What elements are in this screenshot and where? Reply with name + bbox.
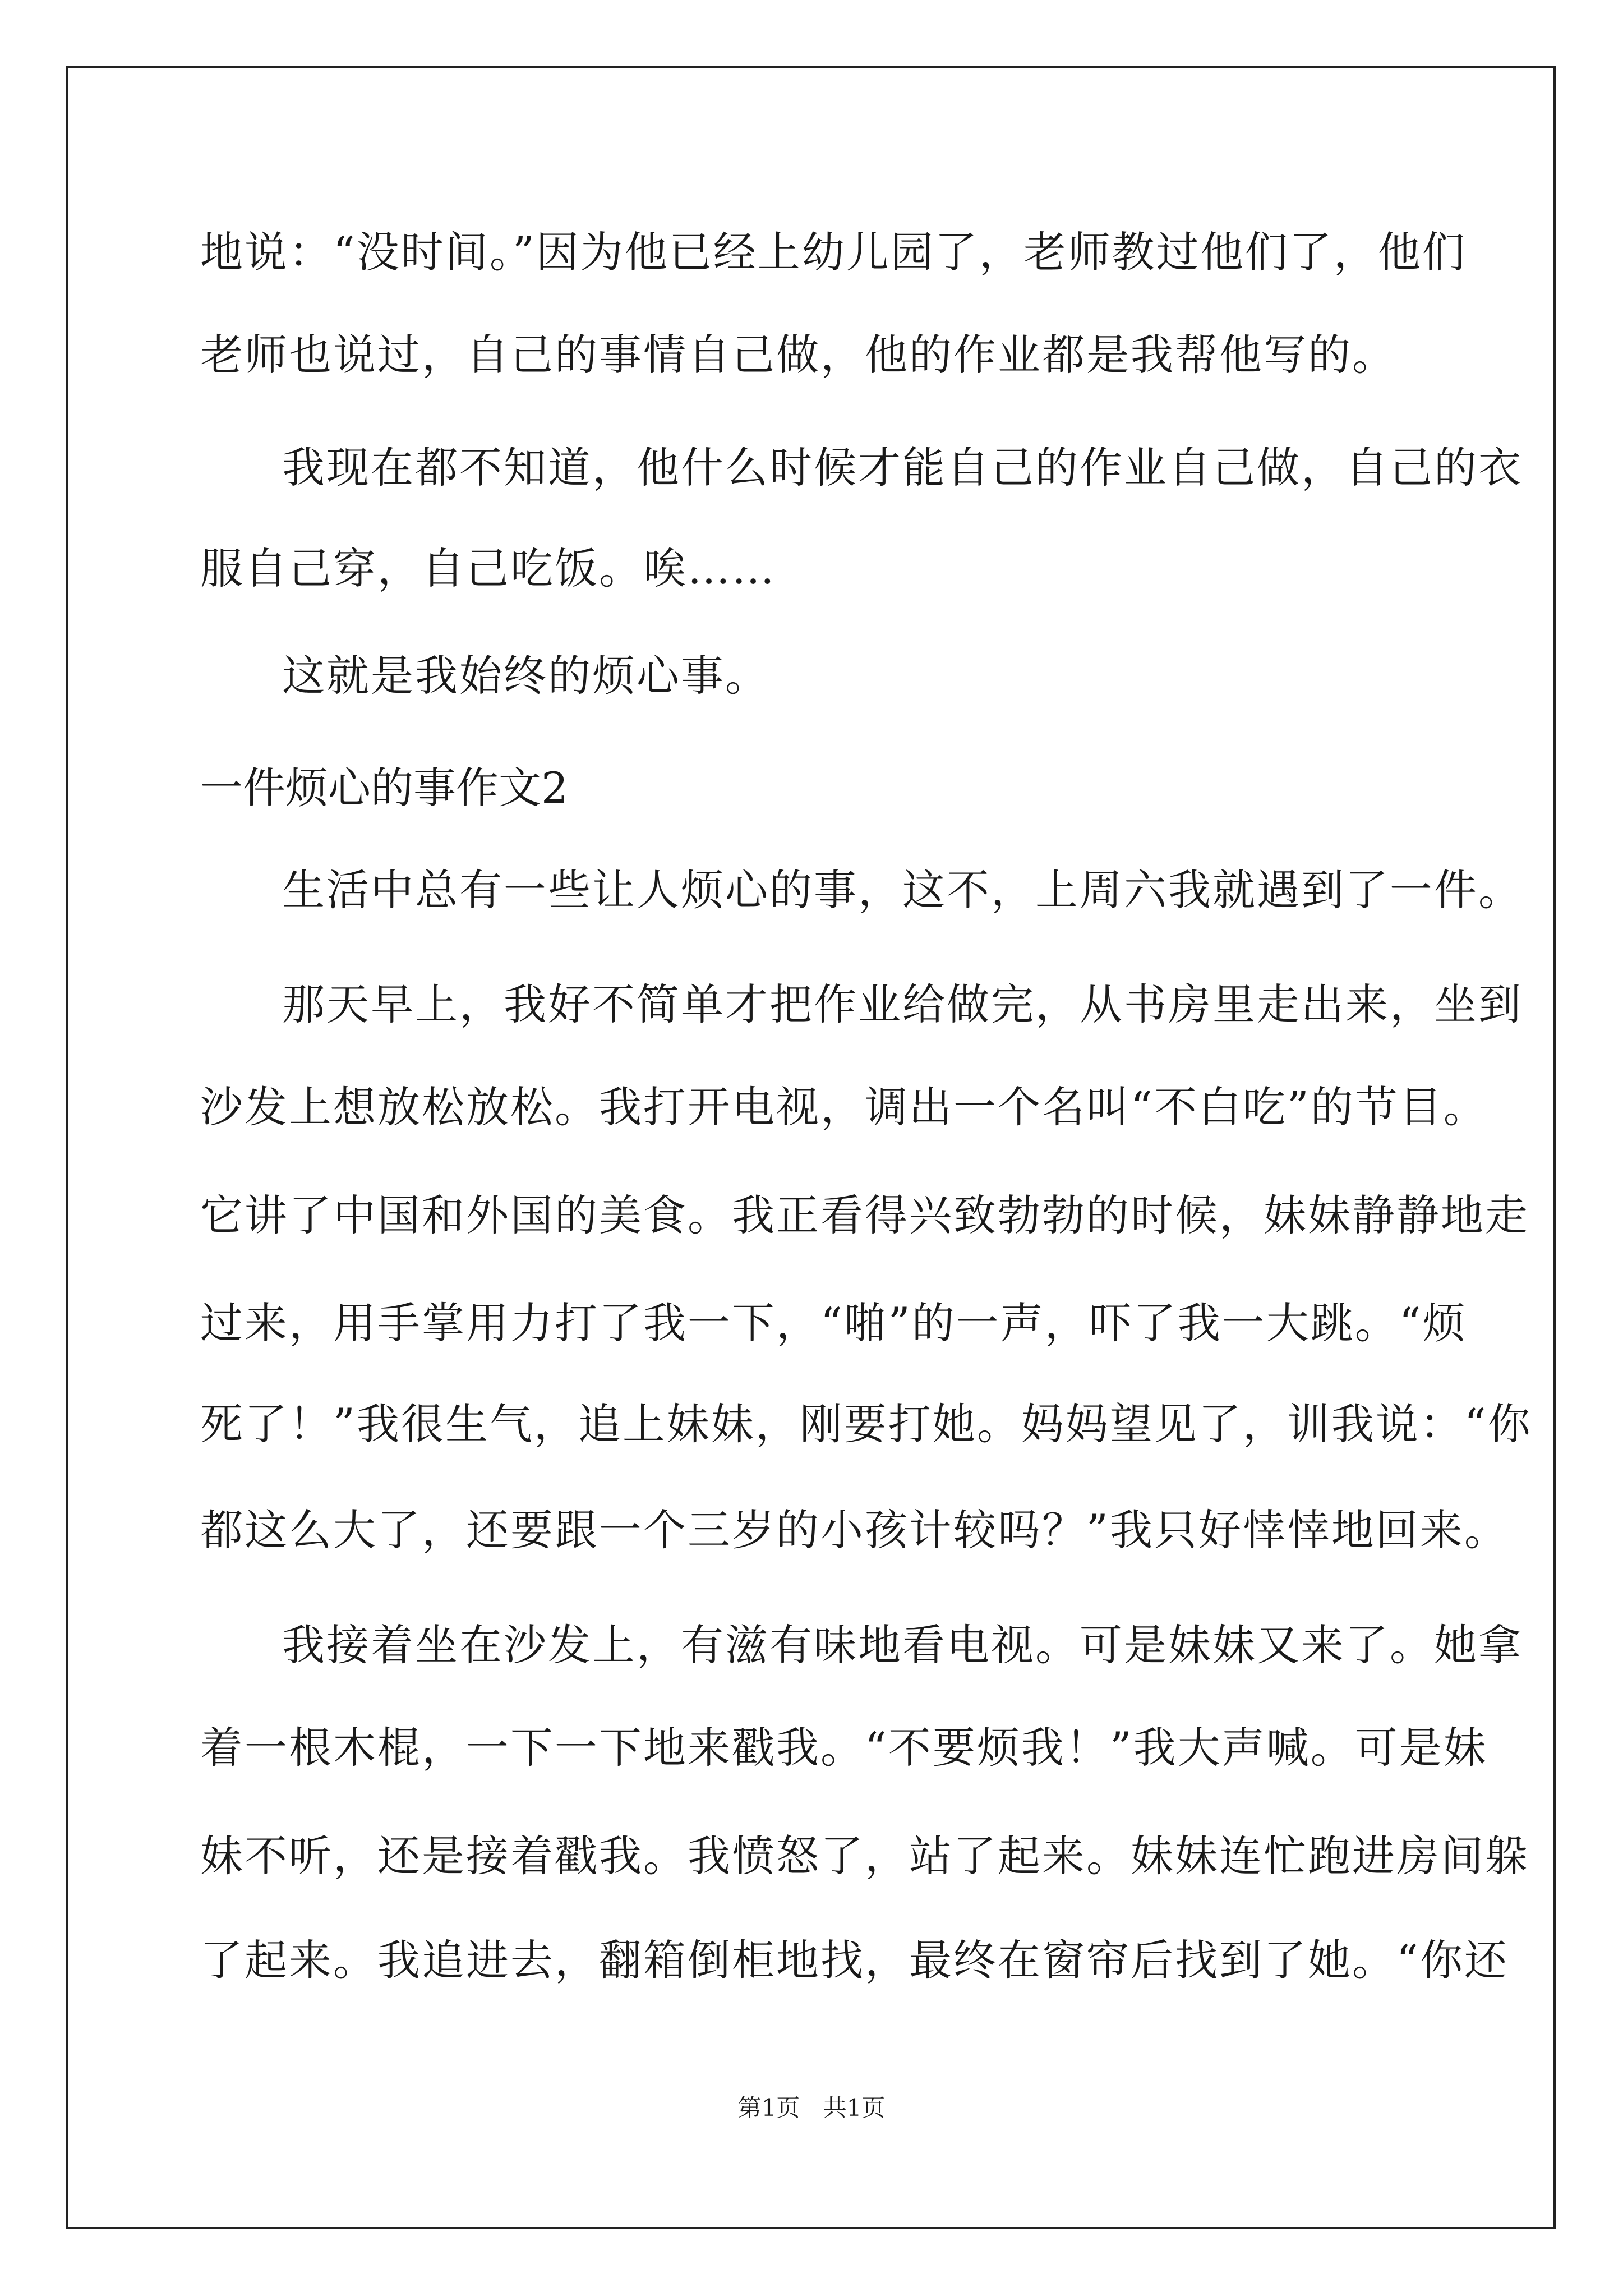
text-line-1: 地说：“没时间。”因为他已经上幼儿园了，老师教过他们了，他们 [200, 227, 1467, 277]
text-line-14: 我接着坐在沙发上，有滋有味地看电视。可是妹妹又来了。她拿 [282, 1620, 1523, 1670]
text-line-13: 都这么大了，还要跟一个三岁的小孩计较吗？”我只好悻悻地回来。 [200, 1505, 1509, 1555]
text-line-5: 这就是我始终的烦心事。 [282, 651, 769, 701]
text-line-16: 妹不听，还是接着戳我。我愤怒了，站了起来。妹妹连忙跑进房间躲 [200, 1831, 1529, 1881]
text-line-15: 着一根木棍，一下一下地来戳我。“不要烦我！”我大声喊。可是妹 [200, 1723, 1488, 1773]
text-line-17: 了起来。我追进去，翻箱倒柜地找，最终在窗帘后找到了她。“你还 [200, 1935, 1509, 1985]
page-total: 共1页 [823, 2094, 886, 2122]
page-border [66, 66, 1556, 2229]
text-line-3: 我现在都不知道，他什么时候才能自己的作业自己做，自己的衣 [282, 443, 1523, 493]
text-line-2: 老师也说过，自己的事情自己做，他的作业都是我帮他写的。 [200, 330, 1396, 380]
page-footer [0, 2092, 1623, 2124]
page-number: 第1页 [737, 2094, 800, 2122]
text-line-7: 生活中总有一些让人烦心的事，这不，上周六我就遇到了一件。 [282, 865, 1523, 915]
section-heading: 一件烦心的事作文2 [200, 763, 569, 813]
text-line-12: 死了！”我很生气，追上妹妹，刚要打她。妈妈望见了，训我说：“你 [200, 1399, 1532, 1449]
text-line-9: 沙发上想放松放松。我打开电视，调出一个名叫“不白吃”的节目。 [200, 1082, 1488, 1132]
text-line-11: 过来，用手掌用力打了我一下，“啪”的一声，吓了我一大跳。“烦 [200, 1298, 1467, 1348]
text-line-10: 它讲了中国和外国的美食。我正看得兴致勃勃的时候，妹妹静静地走 [200, 1190, 1529, 1240]
text-line-4: 服自己穿，自己吃饭。唉…… [200, 544, 776, 593]
text-line-8: 那天早上，我好不简单才把作业给做完，从书房里走出来，坐到 [282, 979, 1523, 1029]
